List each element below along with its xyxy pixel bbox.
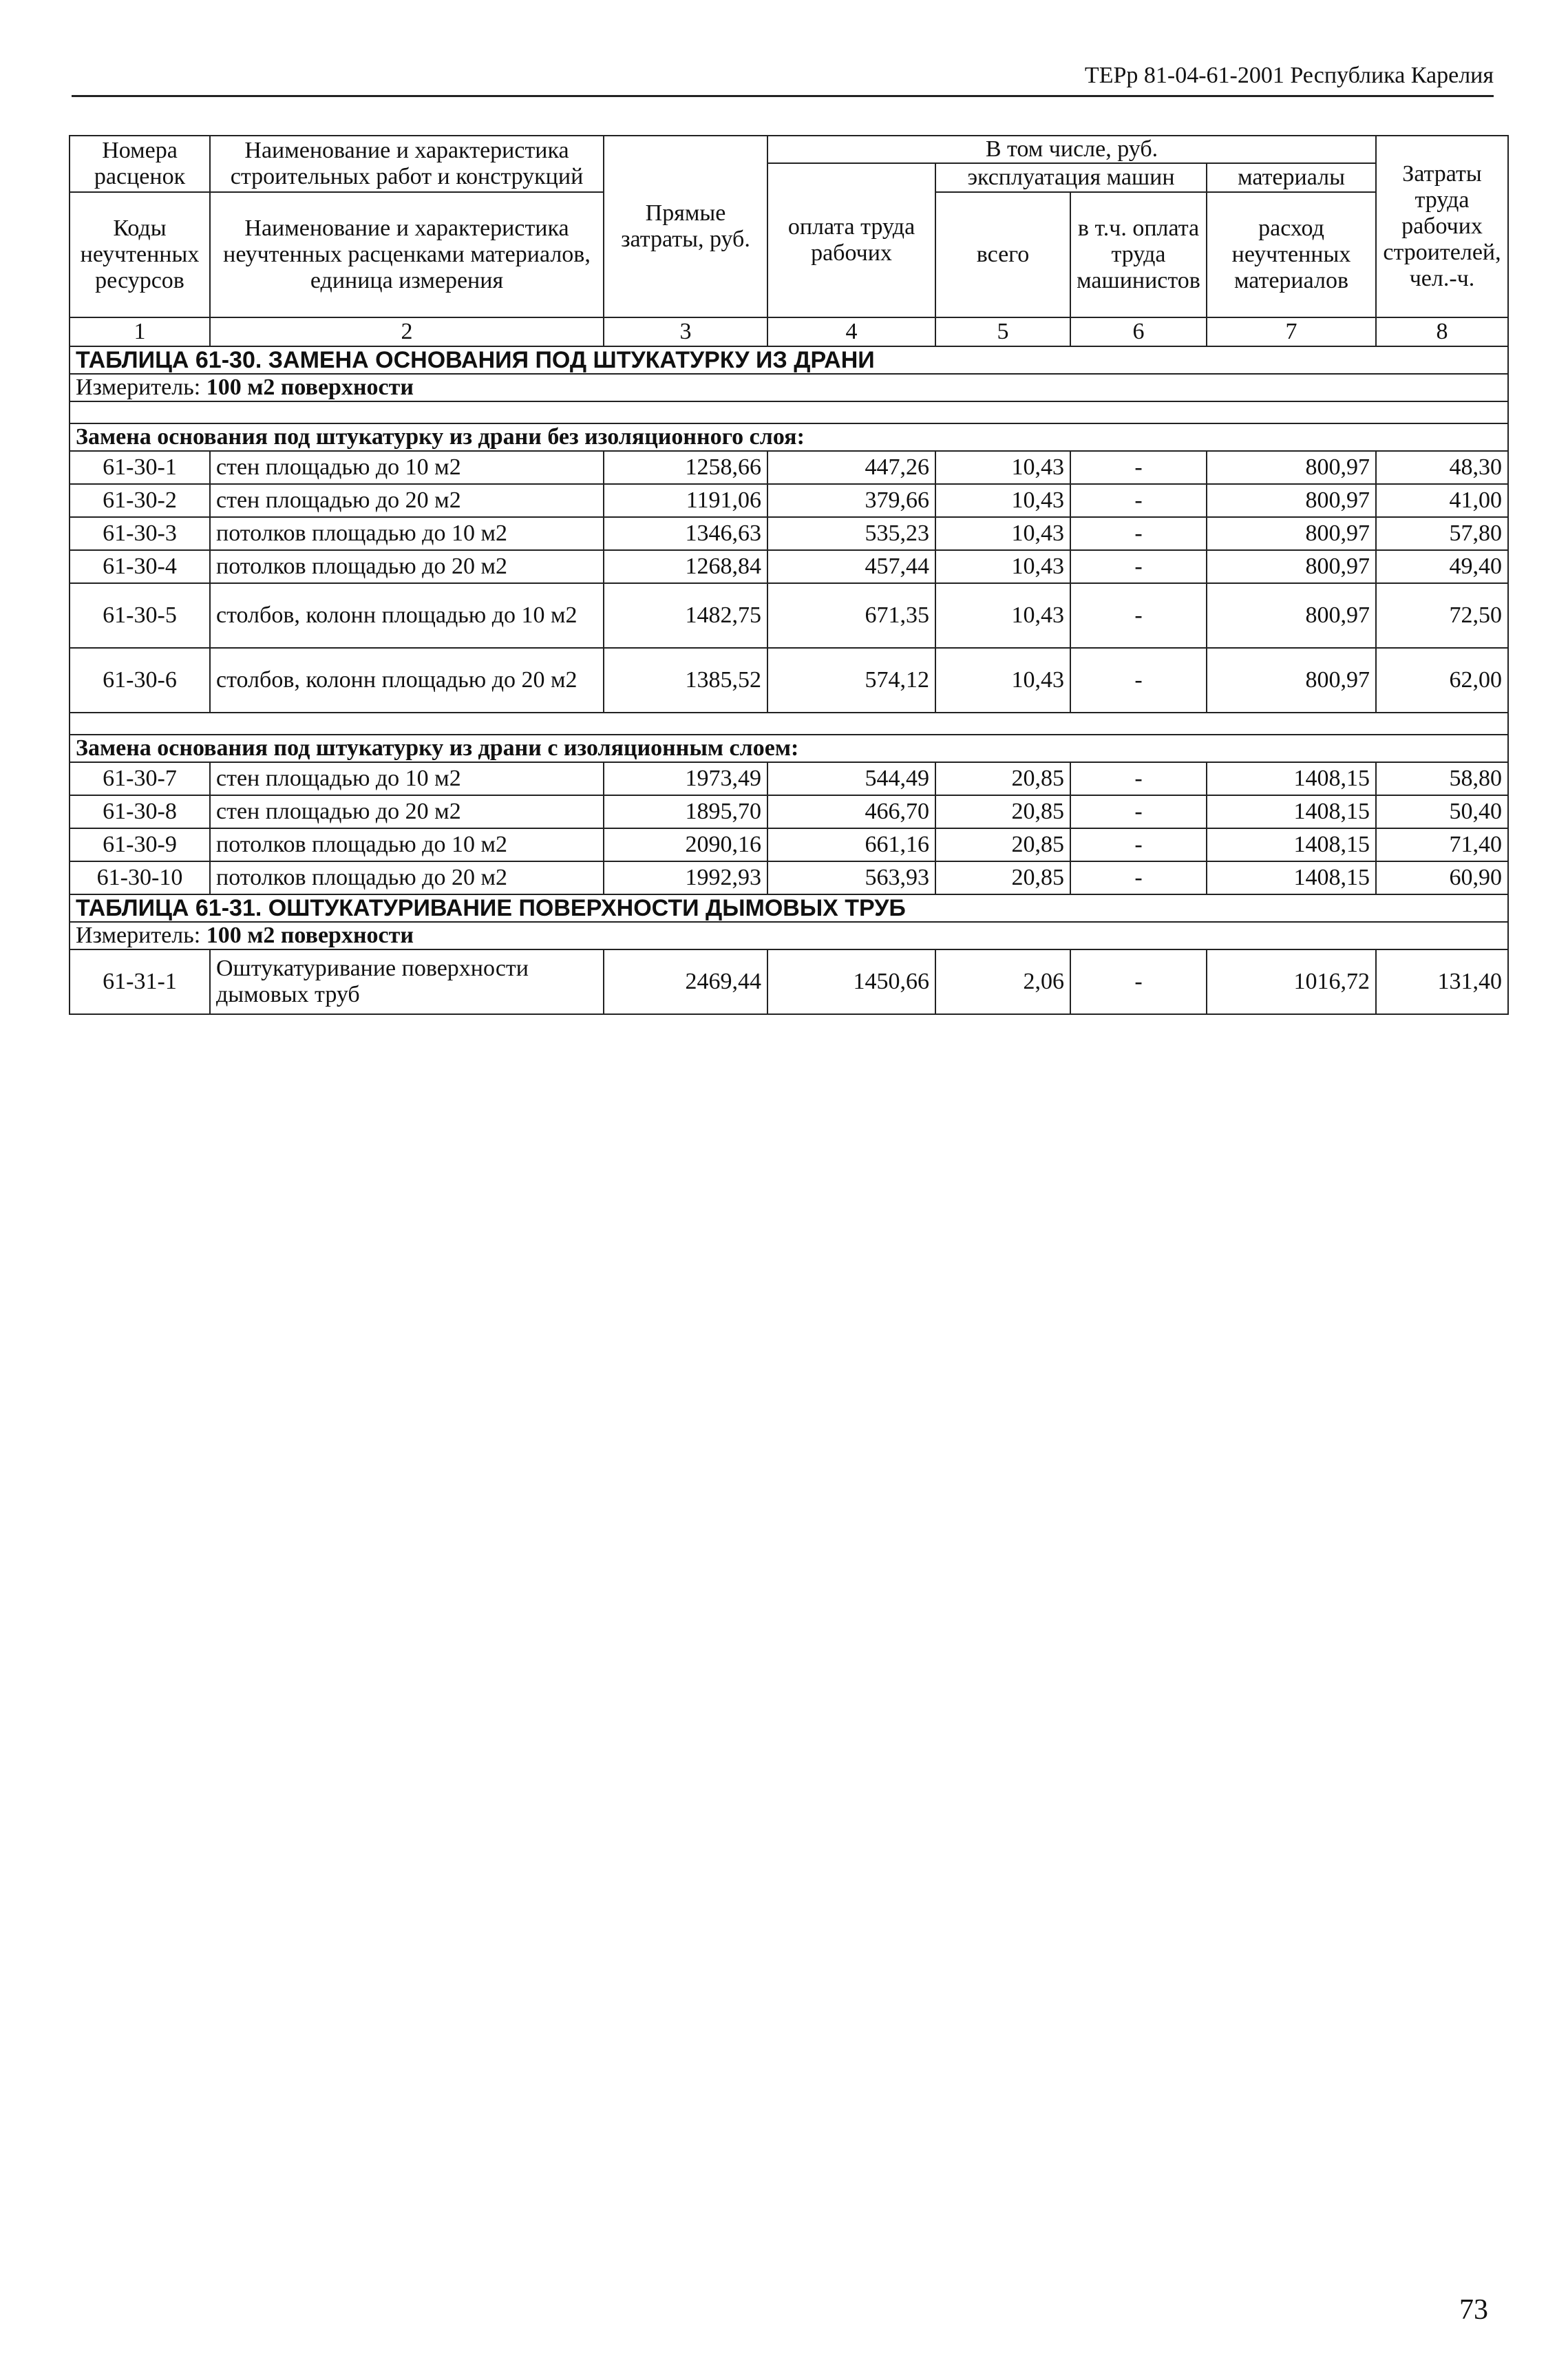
spacer-cell	[70, 401, 1508, 423]
table-row	[70, 517, 1508, 550]
header-machines-total: всего	[935, 192, 1070, 317]
worker-pay-cell: 379,66	[767, 484, 935, 517]
header-machinist-pay: в т.ч. оплата труда машинистов	[1070, 192, 1207, 317]
table-row	[70, 828, 1508, 861]
machines-total-cell: 10,43	[935, 583, 1070, 648]
worker-pay-cell: 466,70	[767, 795, 935, 828]
subgroup-heading-row	[70, 735, 1508, 762]
worker-pay-cell: 574,12	[767, 648, 935, 713]
rate-code-cell: 61-30-10	[70, 861, 210, 894]
machines-total-cell: 10,43	[935, 648, 1070, 713]
rate-code-cell: 61-30-1	[70, 451, 210, 484]
worker-pay-cell: 563,93	[767, 861, 935, 894]
labor-hours-cell: 49,40	[1376, 550, 1508, 583]
worker-pay-cell: 671,35	[767, 583, 935, 648]
machines-total-cell: 20,85	[935, 861, 1070, 894]
page-number: 73	[1459, 2294, 1488, 2326]
machinist-pay-cell: -	[1070, 517, 1207, 550]
work-name-cell: стен площадью до 20 м2	[210, 795, 604, 828]
header-material-usage: расход неучтенных материалов	[1207, 192, 1376, 317]
column-number: 6	[1070, 317, 1207, 346]
rates-table	[69, 135, 1509, 1015]
table-header	[70, 136, 1508, 346]
header-resource-codes: Коды неучтенных ресурсов	[70, 192, 210, 317]
labor-hours-cell: 71,40	[1376, 828, 1508, 861]
rate-code-cell: 61-30-4	[70, 550, 210, 583]
material-usage-cell: 1408,15	[1207, 762, 1376, 795]
table-row	[70, 484, 1508, 517]
table-row	[70, 648, 1508, 713]
worker-pay-cell: 535,23	[767, 517, 935, 550]
header-materials-group: материалы	[1207, 163, 1376, 192]
work-name-cell: стен площадью до 20 м2	[210, 484, 604, 517]
work-name-cell: столбов, колонн площадью до 20 м2	[210, 648, 604, 713]
labor-hours-cell: 50,40	[1376, 795, 1508, 828]
direct-costs-cell: 1385,52	[604, 648, 767, 713]
machinist-pay-cell: -	[1070, 583, 1207, 648]
header-codes-top: Номера расценок	[70, 136, 210, 192]
measure-row	[70, 922, 1508, 949]
worker-pay-cell: 661,16	[767, 828, 935, 861]
section-title: ТАБЛИЦА 61-31. ОШТУКАТУРИВАНИЕ ПОВЕРХНОСТИ ДЫМОВЫХ ТРУБ	[70, 894, 1508, 922]
direct-costs-cell: 1258,66	[604, 451, 767, 484]
rate-code-cell: 61-30-9	[70, 828, 210, 861]
spacer-cell	[70, 713, 1508, 735]
machines-total-cell: 10,43	[935, 451, 1070, 484]
table-row	[70, 451, 1508, 484]
machinist-pay-cell: -	[1070, 648, 1207, 713]
header-including-group: В том числе, руб.	[767, 136, 1376, 163]
section-title-row	[70, 346, 1508, 374]
subgroup-heading: Замена основания под штукатурку из драни без изоляционного слоя:	[70, 423, 1508, 451]
measure-row	[70, 374, 1508, 401]
machines-total-cell: 2,06	[935, 949, 1070, 1014]
column-number: 5	[935, 317, 1070, 346]
material-usage-cell: 1408,15	[1207, 828, 1376, 861]
column-number: 7	[1207, 317, 1376, 346]
column-number: 3	[604, 317, 767, 346]
column-numbers-row	[70, 317, 1508, 346]
machines-total-cell: 10,43	[935, 517, 1070, 550]
column-number: 4	[767, 317, 935, 346]
material-usage-cell: 800,97	[1207, 451, 1376, 484]
machinist-pay-cell: -	[1070, 861, 1207, 894]
direct-costs-cell: 2469,44	[604, 949, 767, 1014]
material-usage-cell: 800,97	[1207, 648, 1376, 713]
rate-code-cell: 61-30-5	[70, 583, 210, 648]
spacer-row	[70, 713, 1508, 735]
labor-hours-cell: 60,90	[1376, 861, 1508, 894]
material-usage-cell: 800,97	[1207, 583, 1376, 648]
measure-value: 100 м2 поверхности	[206, 375, 414, 400]
work-name-cell: стен площадью до 10 м2	[210, 762, 604, 795]
column-number: 2	[210, 317, 604, 346]
table-row	[70, 861, 1508, 894]
machinist-pay-cell: -	[1070, 949, 1207, 1014]
header-machines-group: эксплуатация машин	[935, 163, 1207, 192]
labor-hours-cell: 57,80	[1376, 517, 1508, 550]
work-name-cell: потолков площадью до 10 м2	[210, 517, 604, 550]
header-material-name: Наименование и характеристика неучтенных расценками материалов, единица измерения	[210, 192, 604, 317]
work-name-cell: потолков площадью до 20 м2	[210, 550, 604, 583]
machines-total-cell: 10,43	[935, 484, 1070, 517]
column-number: 1	[70, 317, 210, 346]
measure-label: Измеритель:	[76, 923, 201, 948]
material-usage-cell: 1016,72	[1207, 949, 1376, 1014]
direct-costs-cell: 1992,93	[604, 861, 767, 894]
table-row	[70, 949, 1508, 1014]
rate-code-cell: 61-30-8	[70, 795, 210, 828]
machinist-pay-cell: -	[1070, 828, 1207, 861]
machinist-pay-cell: -	[1070, 762, 1207, 795]
measure-value: 100 м2 поверхности	[206, 923, 414, 948]
table-row	[70, 583, 1508, 648]
labor-hours-cell: 48,30	[1376, 451, 1508, 484]
machinist-pay-cell: -	[1070, 451, 1207, 484]
subgroup-heading: Замена основания под штукатурку из драни с изоляционным слоем:	[70, 735, 1508, 762]
labor-hours-cell: 62,00	[1376, 648, 1508, 713]
work-name-cell: стен площадью до 10 м2	[210, 451, 604, 484]
rate-code-cell: 61-30-3	[70, 517, 210, 550]
header-labor-hours: Затраты труда рабочих строителей, чел.-ч.	[1376, 136, 1508, 317]
measure-line	[70, 922, 1508, 949]
section-title: ТАБЛИЦА 61-30. ЗАМЕНА ОСНОВАНИЯ ПОД ШТУКАТУРКУ ИЗ ДРАНИ	[70, 346, 1508, 374]
worker-pay-cell: 1450,66	[767, 949, 935, 1014]
labor-hours-cell: 58,80	[1376, 762, 1508, 795]
header-direct-costs: Прямые затраты, руб.	[604, 136, 767, 317]
material-usage-cell: 1408,15	[1207, 861, 1376, 894]
machinist-pay-cell: -	[1070, 795, 1207, 828]
section-title-row	[70, 894, 1508, 922]
machines-total-cell: 10,43	[935, 550, 1070, 583]
material-usage-cell: 800,97	[1207, 550, 1376, 583]
spacer-row	[70, 401, 1508, 423]
table-body	[70, 346, 1508, 1014]
worker-pay-cell: 457,44	[767, 550, 935, 583]
table-row	[70, 762, 1508, 795]
machinist-pay-cell: -	[1070, 484, 1207, 517]
machines-total-cell: 20,85	[935, 795, 1070, 828]
labor-hours-cell: 41,00	[1376, 484, 1508, 517]
direct-costs-cell: 1973,49	[604, 762, 767, 795]
worker-pay-cell: 447,26	[767, 451, 935, 484]
machinist-pay-cell: -	[1070, 550, 1207, 583]
rate-code-cell: 61-30-6	[70, 648, 210, 713]
labor-hours-cell: 72,50	[1376, 583, 1508, 648]
measure-line	[70, 374, 1508, 401]
rate-code-cell: 61-31-1	[70, 949, 210, 1014]
column-number: 8	[1376, 317, 1508, 346]
labor-hours-cell: 131,40	[1376, 949, 1508, 1014]
direct-costs-cell: 1268,84	[604, 550, 767, 583]
work-name-cell: столбов, колонн площадью до 10 м2	[210, 583, 604, 648]
header-worker-pay: оплата труда рабочих	[767, 163, 935, 317]
material-usage-cell: 800,97	[1207, 484, 1376, 517]
worker-pay-cell: 544,49	[767, 762, 935, 795]
table-row	[70, 795, 1508, 828]
direct-costs-cell: 1482,75	[604, 583, 767, 648]
material-usage-cell: 800,97	[1207, 517, 1376, 550]
rate-code-cell: 61-30-7	[70, 762, 210, 795]
running-header: ТЕРр 81-04-61-2001 Республика Карелия	[72, 61, 1494, 97]
rate-code-cell: 61-30-2	[70, 484, 210, 517]
work-name-cell: потолков площадью до 10 м2	[210, 828, 604, 861]
direct-costs-cell: 2090,16	[604, 828, 767, 861]
measure-label: Измеритель:	[76, 375, 201, 400]
material-usage-cell: 1408,15	[1207, 795, 1376, 828]
machines-total-cell: 20,85	[935, 828, 1070, 861]
direct-costs-cell: 1895,70	[604, 795, 767, 828]
direct-costs-cell: 1191,06	[604, 484, 767, 517]
work-name-cell: Оштукатуривание поверхности дымовых труб	[210, 949, 604, 1014]
direct-costs-cell: 1346,63	[604, 517, 767, 550]
work-name-cell: потолков площадью до 20 м2	[210, 861, 604, 894]
machines-total-cell: 20,85	[935, 762, 1070, 795]
subgroup-heading-row	[70, 423, 1508, 451]
table-row	[70, 550, 1508, 583]
header-name-top: Наименование и характеристика строительных работ и конструкций	[210, 136, 604, 192]
